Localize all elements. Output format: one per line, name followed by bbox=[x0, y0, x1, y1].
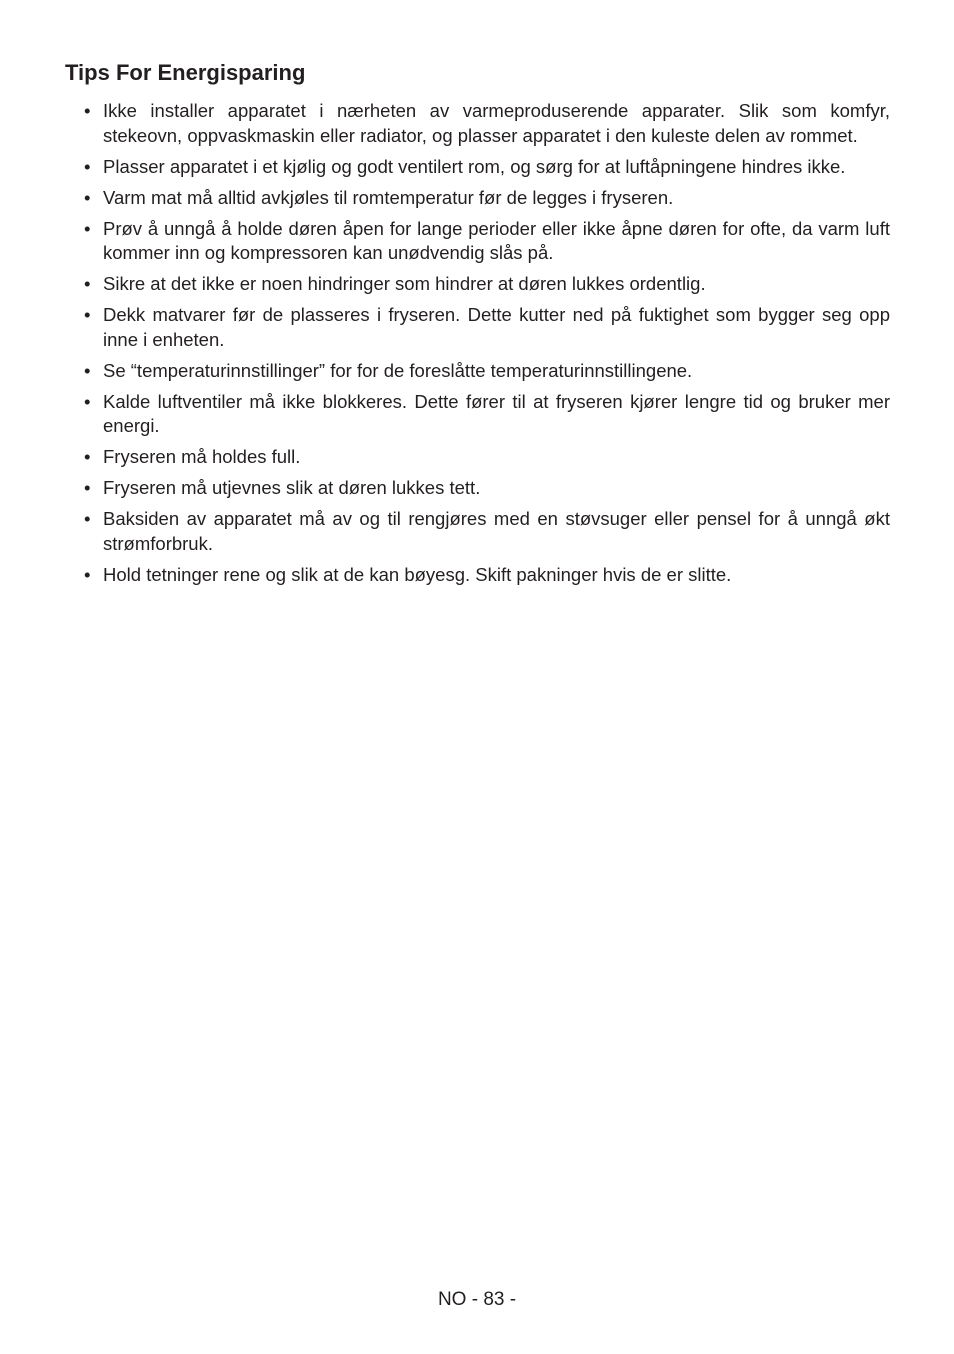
bullet: • bbox=[84, 563, 91, 585]
tip-text: Hold tetninger rene og slik at de kan bøyesg. Skift pakninger hvis de er slitte. bbox=[103, 563, 732, 585]
tip-text: Baksiden av apparatet må av og til rengjøres med en støvsuger eller pensel for å unngå økt strømforbruk. bbox=[103, 508, 890, 554]
bullet: • bbox=[84, 186, 91, 208]
bullet: • bbox=[84, 359, 91, 381]
tip-text: Fryseren må holdes full. bbox=[103, 446, 301, 467]
tip-text: Plasser apparatet i et kjølig og godt ventilert rom, og sørg for at luftåpningene hindres ikke. bbox=[103, 155, 846, 177]
list-item bbox=[84, 359, 890, 384]
tip-text: Sikre at det ikke er noen hindringer som hindrer at døren lukkes ordentlig. bbox=[103, 273, 706, 294]
list-item bbox=[84, 507, 890, 556]
bullet: • bbox=[84, 508, 91, 529]
tip-text: Fryseren må utjevnes slik at døren lukkes tett. bbox=[103, 477, 481, 498]
list-item bbox=[84, 563, 890, 588]
list-item bbox=[84, 476, 890, 501]
list-item bbox=[84, 272, 890, 297]
energy-tips-list bbox=[84, 99, 890, 594]
list-item bbox=[84, 186, 890, 211]
tip-text: Prøv å unngå å holde døren åpen for lange perioder eller ikke åpne døren for ofte, da varm luft kommer inn og kompressoren kan unødvendig slås på. bbox=[103, 217, 890, 263]
list-item bbox=[84, 99, 890, 148]
bullet: • bbox=[84, 304, 91, 325]
bullet: • bbox=[84, 100, 91, 121]
section-title: Tips For Energisparing bbox=[65, 60, 306, 85]
tip-text: Se “temperaturinnstillinger” for for de foreslåtte temperaturinnstillingene. bbox=[103, 359, 693, 381]
list-item bbox=[84, 390, 890, 439]
bullet: • bbox=[84, 477, 91, 498]
tip-text: Kalde luftventiler må ikke blokkeres. Dette fører til at fryseren kjører lengre tid og bruker mer energi. bbox=[103, 390, 890, 436]
bullet: • bbox=[84, 273, 91, 294]
list-item bbox=[84, 155, 890, 180]
page-number: NO - 83 - bbox=[437, 1289, 517, 1310]
tip-text: Dekk matvarer før de plasseres i fryseren. Dette kutter ned på fuktighet som bygger seg opp inne i enheten. bbox=[103, 304, 890, 350]
bullet: • bbox=[84, 155, 91, 177]
bullet: • bbox=[84, 446, 91, 467]
bullet: • bbox=[84, 217, 91, 239]
tip-text: Varm mat må alltid avkjøles til romtemperatur før de legges i fryseren. bbox=[103, 186, 674, 208]
tip-text: Ikke installer apparatet i nærheten av varmeproduserende apparater. Slik som komfyr, stekeovn, oppvaskmaskin eller radiator, og plasser apparatet i den kuleste delen av rommet. bbox=[103, 100, 890, 146]
bullet: • bbox=[84, 390, 91, 412]
list-item bbox=[84, 445, 890, 470]
list-item bbox=[84, 303, 890, 352]
list-item bbox=[84, 217, 890, 266]
